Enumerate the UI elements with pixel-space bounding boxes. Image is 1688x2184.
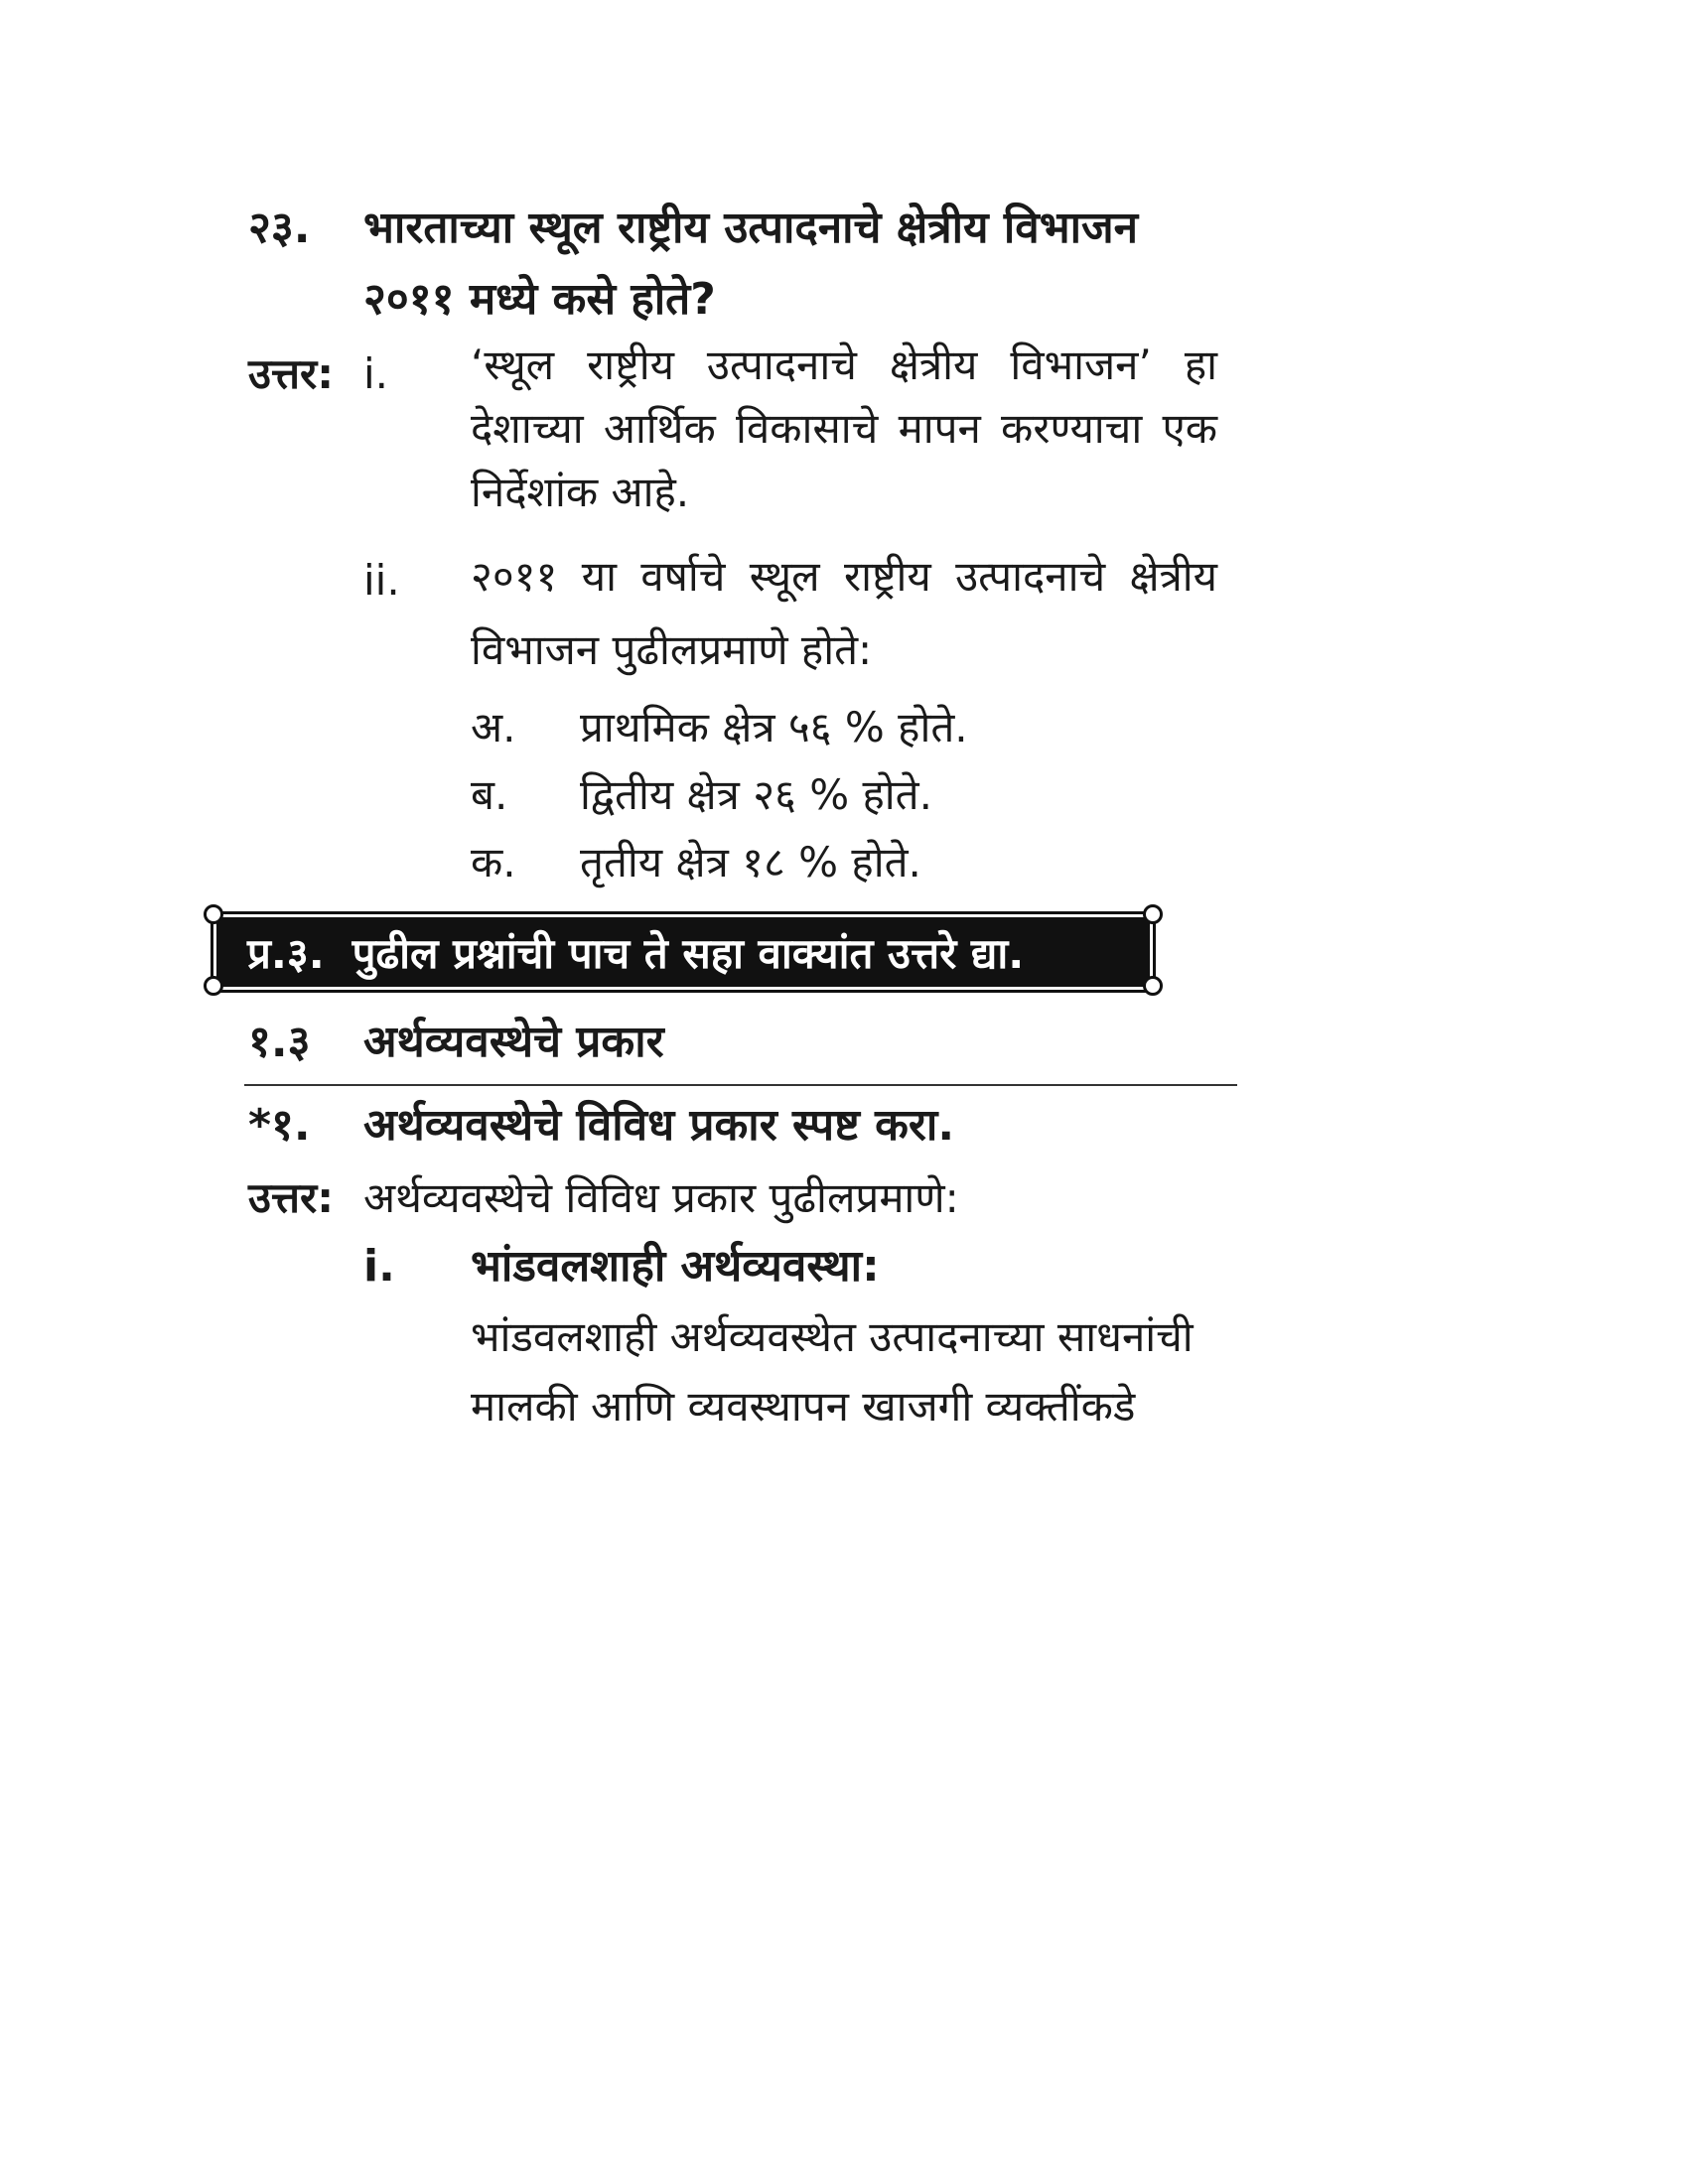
banner-number: प्र.३. — [247, 928, 325, 978]
sub-item-c-text: तृतीय क्षेत्र १८ % होते. — [580, 838, 921, 887]
answer-1-intro: अर्थव्यवस्थेचे विविध प्रकार पुढीलप्रमाणे: — [363, 1173, 959, 1222]
sub-item-b-marker: ब. — [471, 770, 508, 819]
question-1-text: अर्थव्यवस्थेचे विविध प्रकार स्पष्ट करा. — [363, 1100, 955, 1151]
sub-item-a-marker: अ. — [471, 703, 516, 751]
sub-item-c-marker: क. — [471, 838, 516, 887]
answer-item-i-text: ‘स्थूल राष्ट्रीय उत्पादनाचे क्षेत्रीय विभाजन’ हा देशाच्या आर्थिक विकासाचे मापन करण्याचा एक निर्देशांक आहे. — [471, 341, 1217, 516]
sub-item-b-text: द्वितीय क्षेत्र २६ % होते. — [580, 770, 932, 819]
section-number: १.३ — [248, 1017, 311, 1067]
question-23-line1: भारताच्या स्थूल राष्ट्रीय उत्पादनाचे क्षेत्रीय विभाजन — [363, 203, 1139, 253]
banner-corner-ornament — [1143, 976, 1163, 996]
question-23-number: २३. — [248, 203, 311, 253]
answer-1-item-i-heading: भांडवलशाही अर्थव्यवस्था: — [471, 1241, 880, 1292]
answer-label: उत्तर: — [248, 349, 335, 398]
section-title: अर्थव्यवस्थेचे प्रकार — [363, 1017, 664, 1067]
answer-item-i-marker: i. — [363, 349, 389, 398]
banner-corner-ornament — [204, 904, 223, 924]
banner-corner-ornament — [204, 976, 223, 996]
question-23-line2: २०११ मध्ये कसे होते? — [363, 274, 716, 325]
banner-text: पुढील प्रश्नांची पाच ते सहा वाक्यांत उत्तरे द्या. — [352, 928, 1025, 978]
question-1-number: *१. — [248, 1100, 311, 1151]
answer-1-label: उत्तर: — [248, 1173, 335, 1222]
banner-corner-ornament — [1143, 904, 1163, 924]
question-section-banner — [211, 911, 1156, 993]
answer-item-ii-marker: ii. — [363, 556, 400, 605]
answer-1-item-i-line1: भांडवलशाही अर्थव्यवस्थेत उत्पादनाच्या साधनांची — [471, 1312, 1194, 1361]
answer-1-item-i-marker: i. — [363, 1241, 395, 1292]
sub-item-a-text: प्राथमिक क्षेत्र ५६ % होते. — [580, 703, 968, 751]
answer-1-item-i-line2: मालकी आणि व्यवस्थापन खाजगी व्यक्तींकडे — [471, 1382, 1136, 1431]
answer-item-ii-text: २०११ या वर्षाचे स्थूल राष्ट्रीय उत्पादनाचे क्षेत्रीय विभाजन पुढीलप्रमाणे होते: — [471, 552, 1217, 674]
